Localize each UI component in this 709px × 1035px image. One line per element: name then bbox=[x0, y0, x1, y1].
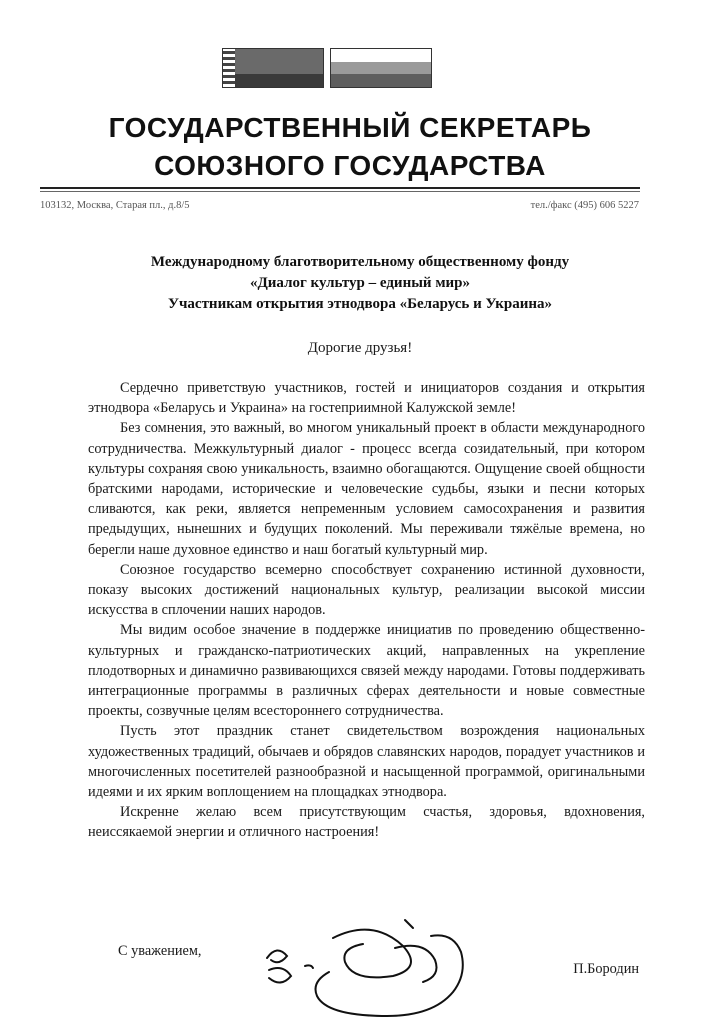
greeting: Дорогие друзья! bbox=[307, 340, 413, 356]
paragraph: Сердечно приветствую участников, гостей и инициаторов создания и открытия этнодвора «Беларусь и Украина» на гостеприимной Калужской земле! bbox=[88, 380, 645, 417]
paragraph: Искренне желаю всем присутствующим счастья, здоровья, вдохновения, неиссякаемой энергии и отличного настроения! bbox=[88, 804, 645, 841]
russia-flag-icon bbox=[330, 48, 432, 88]
letterhead-divider bbox=[40, 187, 640, 189]
letterhead-divider-thin bbox=[40, 191, 640, 192]
belarus-flag-icon bbox=[222, 48, 324, 88]
paragraph: Пусть этот праздник станет свидетельством возрождения национальных художественных традиций, обычаев и обрядов славянских народов, порадует участников и многочисленных посетителей разнообразной и насыщенной программой, оригинальными идеями и их ярким воплощением на площадках этнодвора. bbox=[88, 723, 645, 801]
letterhead-title-line1: ГОСУДАРСТВЕННЫЙ СЕКРЕТАРЬ bbox=[108, 112, 592, 143]
recipient-line3: Участникам открытия этнодвора «Беларусь и Украина» bbox=[167, 296, 553, 312]
closing: С уважением, bbox=[118, 943, 202, 959]
letterhead-title-line2: СОЮЗНОГО ГОСУДАРСТВА bbox=[154, 150, 546, 181]
recipient-line1: Международному благотворительному общественному фонду bbox=[150, 254, 570, 270]
letter-body bbox=[88, 378, 645, 843]
signatory-name: П.Бородин bbox=[573, 961, 639, 977]
letterhead-phone: тел./факс (495) 606 5227 bbox=[530, 200, 639, 211]
recipient-line2: «Диалог культур – единый мир» bbox=[249, 275, 471, 291]
paragraph: Без сомнения, это важный, во многом уникальный проект в области международного сотрудничества. Межкультурный диалог - процесс всегда созидательный, при котором культуры сохраняя свою уникальность, взаимно обогащаются. Ощущение своей общности братскими народами, исторические и человеческие судьбы, языки и песни которых сливаются, как реки, является непременным условием самосохранения и развития предыдущих, нынешних и будущих поколений. Мы переживали тяжёлые времена, но берегли наше духовное единство и наш богатый культурный мир. bbox=[88, 420, 645, 558]
paragraph: Союзное государство всемерно способствует сохранению истинной духовности, показу высоких достижений национальных культур, реализации высокой миссии искусства в сплочении наших народов. bbox=[88, 561, 645, 619]
paragraph: Мы видим особое значение в поддержке инициатив по проведению общественно-культурных и гражданско-патриотических акций, направленных на укрепление плодотворных и динамично развивающихся связей между народами. Готовы поддерживать интеграционные программы в различных сферах деятельности и новые совместные проекты, созвучные целям всестороннего сотрудничества. bbox=[88, 622, 645, 720]
handwritten-signature bbox=[255, 918, 535, 1023]
letterhead-address: 103132, Москва, Старая пл., д.8/5 bbox=[40, 200, 190, 211]
